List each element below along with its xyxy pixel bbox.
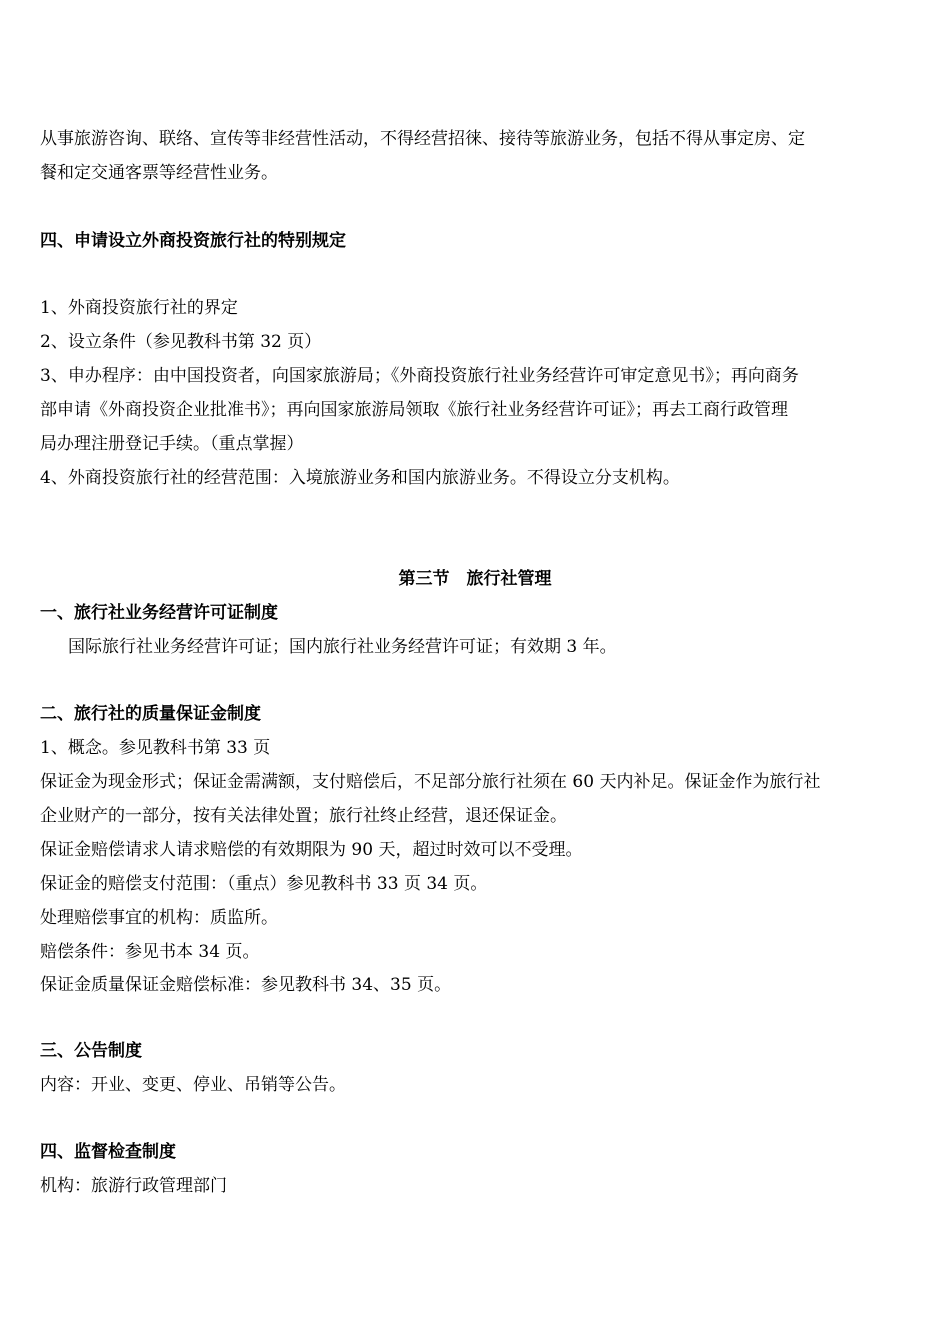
intro-line-1: 从事旅游咨询、联络、宣传等非经营性活动，不得经营招徕、接待等旅游业务，包括不得从事定房、定 [40, 129, 805, 149]
part-2-heading: 二、旅行社的质量保证金制度 [40, 704, 261, 724]
section-4-item-4: 4、外商投资旅行社的经营范围：入境旅游业务和国内旅游业务。不得设立分支机构。 [40, 468, 680, 488]
section-4-item-3: 3、申办程序：由中国投资者，向国家旅游局；《外商投资旅行社业务经营许可审定意见书》；再向商务 [40, 366, 799, 386]
chapter-title: 第三节 旅行社管理 [398, 569, 552, 589]
part-4-heading: 四、监督检查制度 [40, 1142, 176, 1162]
part-2-line-1: 1、概念。参见教科书第 33 页 [40, 738, 271, 758]
section-4-item-2: 2、设立条件（参见教科书第 32 页） [40, 332, 322, 352]
part-1-heading: 一、旅行社业务经营许可证制度 [40, 603, 278, 623]
part-3-heading: 三、公告制度 [40, 1041, 142, 1061]
section-4-item-3-cont-2: 局办理注册登记手续。（重点掌握） [40, 434, 304, 454]
part-2-line-7: 赔偿条件：参见书本 34 页。 [40, 942, 260, 962]
part-3-body: 内容：开业、变更、停业、吊销等公告。 [40, 1075, 346, 1095]
intro-line-2: 餐和定交通客票等经营性业务。 [40, 163, 278, 183]
part-2-line-2: 保证金为现金形式；保证金需满额，支付赔偿后，不足部分旅行社须在 60 天内补足。保证金作为旅行社 [40, 772, 821, 792]
part-2-line-6: 处理赔偿事宜的机构：质监所。 [40, 908, 278, 928]
part-2-line-3: 企业财产的一部分，按有关法律处置；旅行社终止经营，退还保证金。 [40, 806, 567, 826]
section-4-item-3-cont: 部申请《外商投资企业批准书》；再向国家旅游局领取《旅行社业务经营许可证》；再去工商行政管理 [40, 400, 788, 420]
part-2-line-5: 保证金的赔偿支付范围：（重点）参见教科书 33 页 34 页。 [40, 874, 488, 894]
part-4-body: 机构：旅游行政管理部门 [40, 1176, 227, 1196]
part-2-line-4: 保证金赔偿请求人请求赔偿的有效期限为 90 天，超过时效可以不受理。 [40, 840, 583, 860]
part-2-line-8: 保证金质量保证金赔偿标准：参见教科书 34、35 页。 [40, 975, 452, 995]
section-4-heading: 四、申请设立外商投资旅行社的特别规定 [40, 231, 346, 251]
section-4-item-1: 1、外商投资旅行社的界定 [40, 298, 238, 318]
part-1-body: 国际旅行社业务经营许可证；国内旅行社业务经营许可证；有效期 3 年。 [68, 637, 617, 657]
